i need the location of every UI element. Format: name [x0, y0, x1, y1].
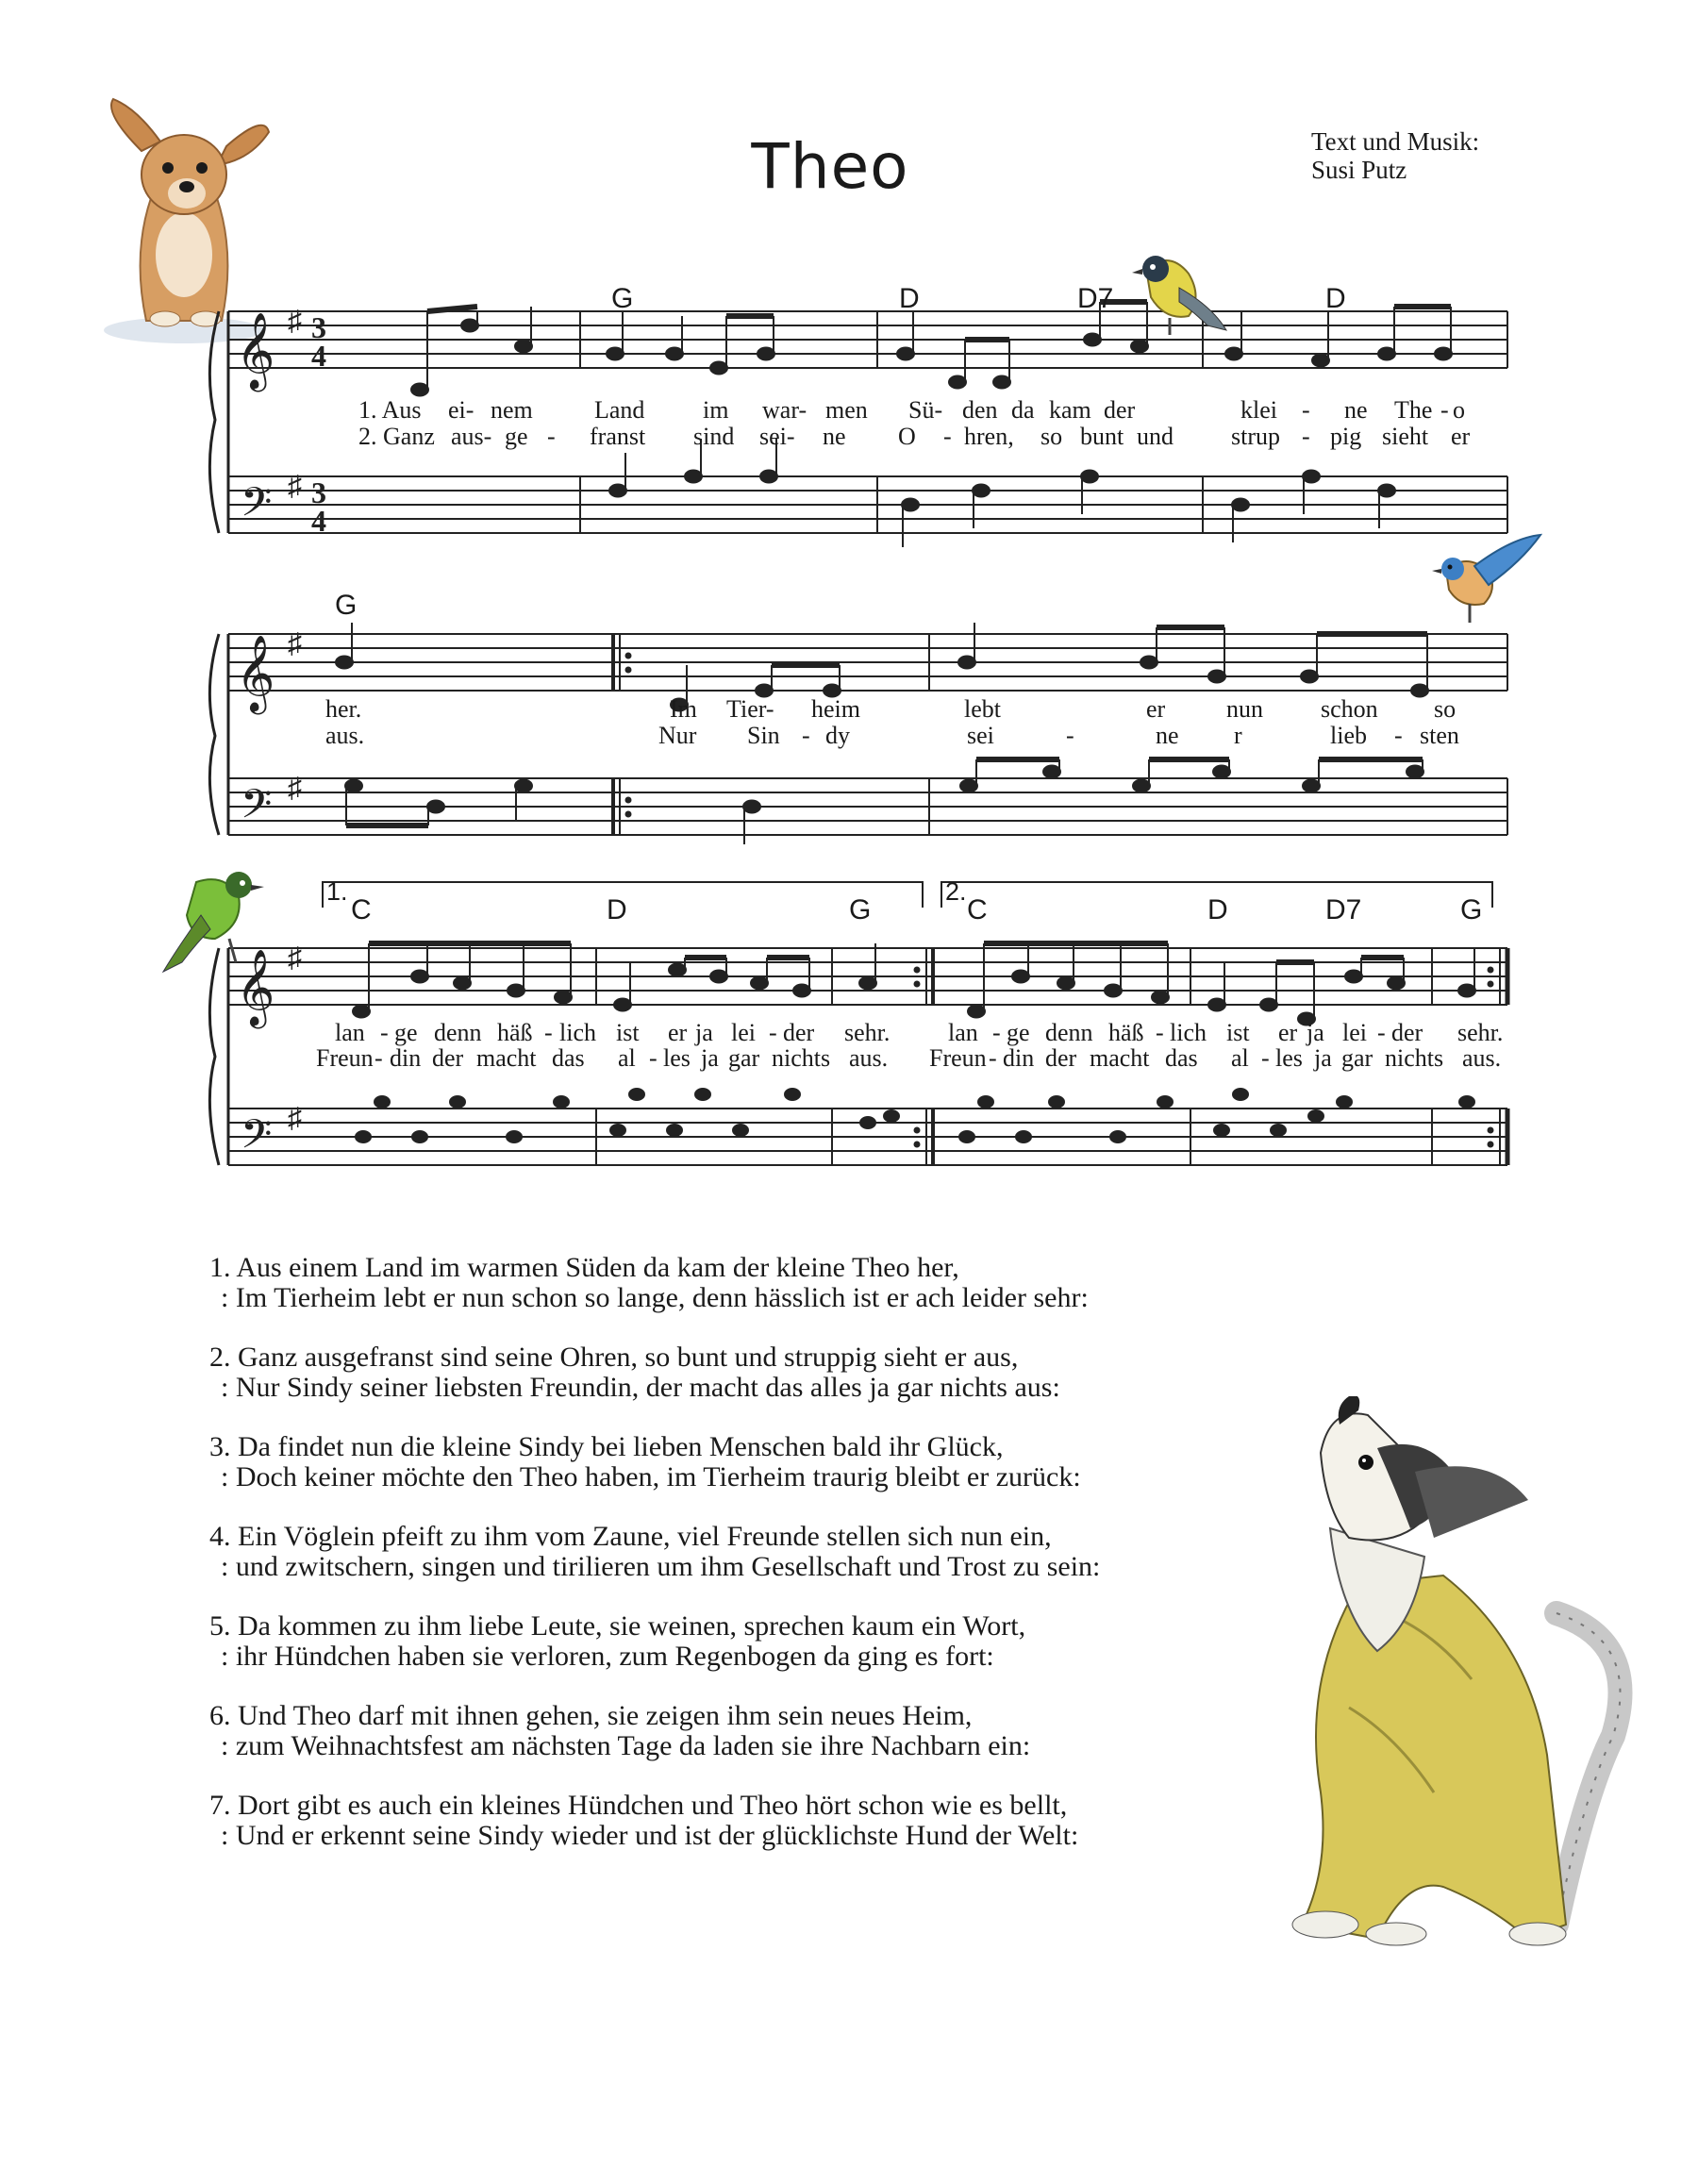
bird-illustration	[1127, 241, 1231, 344]
lyrics-line: lan - ge denn häß - lich ist er ja lei - der sehr. lan - ge denn häß - lich ist er ja lei - der sehr.	[335, 1019, 1504, 1046]
time-sig-bottom: 4	[311, 339, 326, 373]
chord: D	[1207, 894, 1228, 925]
chord: C	[351, 894, 372, 925]
bird-illustration	[158, 859, 276, 976]
stanza	[209, 1522, 1100, 1582]
stanza	[209, 1342, 1100, 1403]
stanza	[209, 1253, 1100, 1313]
treble-clef: 𝄞	[236, 315, 275, 388]
svg-text:♯: ♯	[288, 306, 302, 337]
chord: G	[849, 894, 872, 925]
lyrics-line: her. Im Tier- heim lebt er nun schon so	[325, 695, 1457, 723]
svg-text:4: 4	[311, 504, 326, 538]
chord: D7	[1077, 283, 1114, 314]
song-title: Theo	[751, 130, 909, 203]
stanza-line: : Nur Sindy seiner liebsten Freundin, der macht das alles ja gar nichts aus:	[221, 1372, 1060, 1403]
bird-illustration	[1432, 533, 1545, 627]
volta-2: 2.	[945, 877, 967, 906]
chord: D7	[1325, 894, 1362, 925]
chord: C	[967, 894, 988, 925]
stanza	[209, 1791, 1100, 1851]
chord: D	[899, 283, 920, 314]
treble-staff-2	[228, 634, 1507, 691]
lyrics-line: 2. Ganz aus- ge - franst sind sei- ne O - hren, so bunt und strup - pig sieht er	[358, 423, 1471, 450]
stanza	[209, 1701, 1100, 1761]
chord: D	[1325, 283, 1346, 314]
svg-text:𝄢: 𝄢	[241, 1113, 273, 1167]
stanza-line: 3. Da findet nun die kleine Sindy bei lieben Menschen bald ihr Glück,	[209, 1431, 1004, 1462]
svg-text:𝄢: 𝄢	[241, 783, 273, 837]
svg-text:♯: ♯	[288, 773, 302, 804]
svg-text:♯: ♯	[288, 1103, 302, 1134]
svg-text:♯: ♯	[288, 471, 302, 502]
bass-clef: 𝄢	[241, 481, 273, 535]
svg-text:♯: ♯	[288, 942, 302, 974]
stanza-line: 1. Aus einem Land im warmen Süden da kam der kleine Theo her,	[209, 1252, 959, 1283]
stanza-line: : ihr Hündchen haben sie verloren, zum Regenbogen da ging es fort:	[221, 1641, 994, 1672]
volta-1: 1.	[326, 877, 348, 906]
time-sig-top: 3	[311, 310, 326, 344]
chord: G	[611, 283, 634, 314]
svg-text:𝄞: 𝄞	[236, 638, 275, 710]
stanza-line: 7. Dort gibt es auch ein kleines Hündchen und Theo hört schon wie es bellt,	[209, 1790, 1068, 1821]
stanza-line: : Im Tierheim lebt er nun schon so lange, denn hässlich ist er ach leider sehr:	[221, 1282, 1089, 1313]
stanza-line: : Doch keiner möchte den Theo haben, im Tierheim traurig bleibt er zurück:	[221, 1461, 1081, 1492]
howling-dog-illustration	[1245, 1396, 1641, 1953]
svg-text:3: 3	[311, 475, 326, 509]
credits-author: Susi Putz	[1311, 156, 1407, 184]
lyrics-line: 1. Aus ei- nem Land im war- men Sü- den da kam der klei - ne The - o	[358, 396, 1465, 424]
svg-text:𝄞: 𝄞	[236, 952, 275, 1025]
stanza	[209, 1432, 1100, 1492]
lyrics-line: Freun - din der macht das al - les ja gar nichts aus. Freun - din der macht das al - les ja gar nichts aus.	[316, 1044, 1502, 1072]
stanza-line: 4. Ein Vöglein pfeift zu ihm vom Zaune, viel Freunde stellen sich nun ein,	[209, 1521, 1052, 1552]
svg-text:♯: ♯	[288, 628, 302, 659]
stanza	[209, 1611, 1100, 1672]
stanza-line: 2. Ganz ausgefranst sind seine Ohren, so bunt und struppig sieht er aus,	[209, 1342, 1019, 1373]
stanza-line: : zum Weihnachtsfest am nächsten Tage da laden sie ihre Nachbarn ein:	[221, 1730, 1031, 1761]
stanza-line: 5. Da kommen zu ihm liebe Leute, sie weinen, sprechen kaum ein Wort,	[209, 1610, 1026, 1642]
chord: G	[335, 590, 358, 621]
chord: G	[1460, 894, 1483, 925]
chord: D	[607, 894, 627, 925]
credits-label: Text und Musik:	[1311, 127, 1480, 156]
lyrics-line: aus. Nur Sin - dy sei - ne r lieb - sten	[325, 722, 1459, 749]
stanza-list	[209, 1253, 1100, 1880]
stanza-line: : und zwitschern, singen und tirilieren um ihm Gesellschaft und Trost zu sein:	[221, 1551, 1101, 1582]
stanza-line: 6. Und Theo darf mit ihnen gehen, sie zeigen ihm sein neues Heim,	[209, 1700, 973, 1731]
bass-staff-1	[228, 476, 1507, 533]
stanza-line: : Und er erkennt seine Sindy wieder und ist der glücklichste Hund der Welt:	[221, 1820, 1079, 1851]
